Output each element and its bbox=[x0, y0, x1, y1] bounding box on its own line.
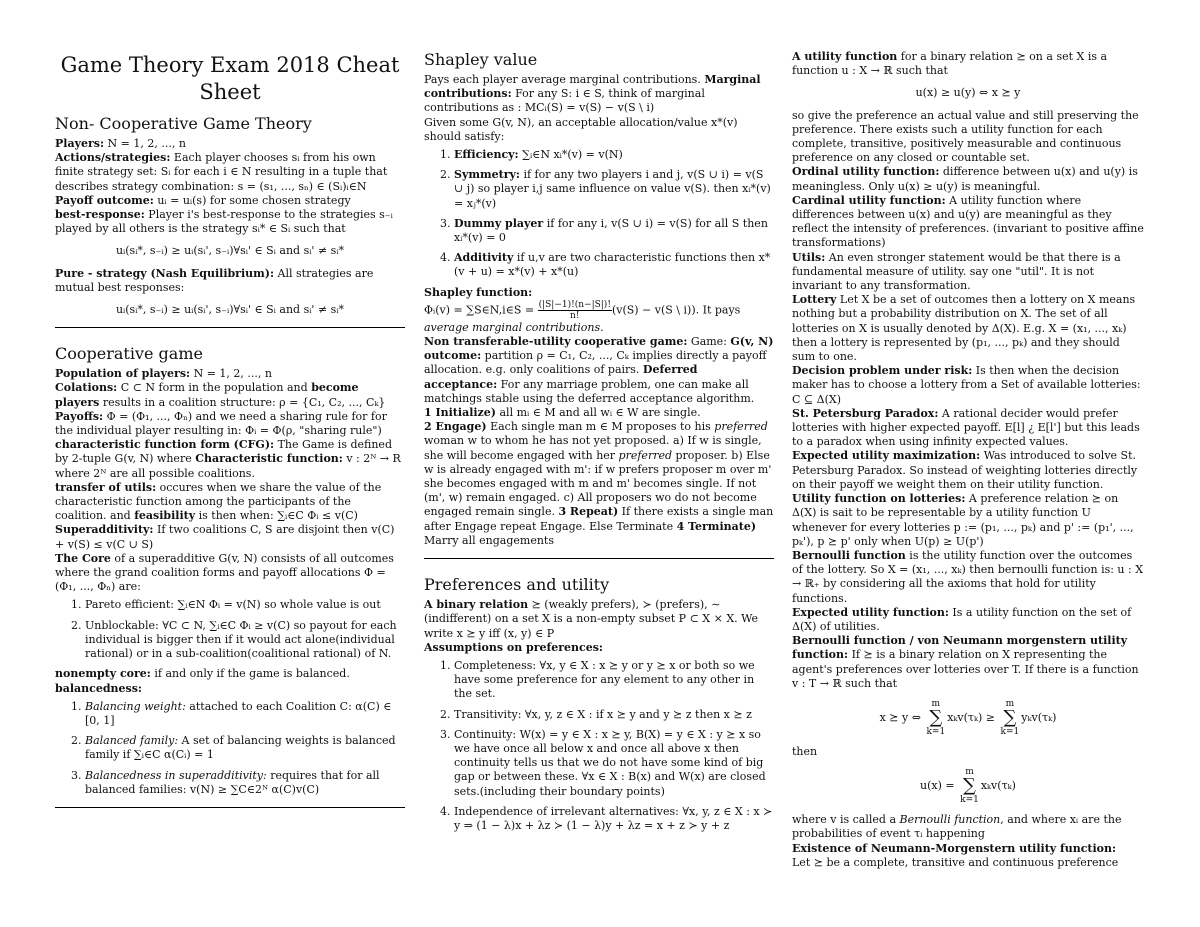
given-text: Given some G(v, N), an acceptable allocation/value x*(v) should satisfy: bbox=[424, 115, 738, 143]
column-3 bbox=[792, 50, 1144, 870]
list-item: 2. Symmetry: if for any two players i and j, v(S ∪ i) = v(S ∪ j) so player i,j same influence on value v(S). then xᵢ*(v) = xⱼ*(v) bbox=[454, 168, 774, 211]
utility-function-def: A utility function for a binary relation ⪰ on a set X is a function u : X → ℝ such that bbox=[792, 50, 1108, 78]
list-item: 1. Balancing weight: attached to each Coalition C: α(C) ∈ [0, 1] bbox=[85, 700, 405, 728]
cardinal-def: Cardinal utility function: A utility function where differences between u(x) and u(y) are meaningful as they reflect the intensity of preferences. (invariant to positive affine transformations) bbox=[792, 193, 1144, 250]
section-heading-noncoop: Non- Cooperative Game Theory bbox=[55, 114, 312, 133]
eum-def: Expected utility maximization: Was introduced to solve St. Petersburg Paradox. So instead of weighting lotteries directly on their payoff we weight them on their utility function. bbox=[792, 449, 1138, 491]
core-list bbox=[55, 598, 405, 661]
shapley-fraction: $\frac{(|S|-1)!(n-|S|)!}{n!}$ bbox=[538, 299, 611, 321]
algorithm-steps: 1 Initialize) all mᵢ ∈ M and all wᵢ ∈ W are single. 2 Engage) Each single man m ∈ M proposes to his preferred woman w to whom he has not yet proposed. a) If w is single, she will become engaged with her preferred proposer. b) Else w is already engaged with m': if w prefers proposer m over m' she becomes engaged with m and m' becomes single. If not (m', w) remain engaged. c) All proposers wo do not become engaged remain single. 3 Repeat) If there exists a single man after Engage repeat Engage. Else Terminate 4 Terminate) Marry all engagements bbox=[424, 406, 774, 547]
stpetersburg-def: St. Petersburg Paradox: A rational decider would prefer lotteries with higher expected payoff. E[l] ¿ E[l'] but this leads to a paradox when using infinity expected values. bbox=[792, 406, 1140, 449]
column-2 bbox=[424, 50, 774, 839]
column-1 bbox=[55, 50, 405, 824]
payoffs-def: Payoffs: Φ = (Φ₁, ..., Φₙ) and we need a sharing rule for for the individual player resulting in: Φᵢ = Φ(ρ, "sharing rule") bbox=[55, 409, 387, 438]
then-text: then bbox=[792, 744, 818, 758]
utility-equation: u(x) ≥ u(y) ⇔ x ⪰ y bbox=[915, 86, 1021, 100]
nonempty-core-def: nonempty core: if and only if the game is balanced. bbox=[55, 667, 350, 681]
shapley-function: Φᵢ(v) = ∑S∈N,i∈S = $\frac{(|S|-1)!(n-|S|)!}{n!}$ (v(S) − v(S \ i)). It pays average marginal contributions. bbox=[424, 299, 741, 334]
cfg-def: characteristic function form (CFG): The Game is defined by 2-tuple G(v, N) where Characteristic function: v : 2ᴺ → R where 2ᴺ are all possible coalitions. bbox=[55, 438, 401, 480]
list-item: 4. Additivity if u,v are two characteristic functions then x*(v + u) = x*(v) + x*(u) bbox=[454, 251, 774, 279]
assumptions-label: Assumptions on preferences: bbox=[424, 640, 603, 654]
vnm-def: Bernoulli function / von Neumann morgenstern utility function: If ⪰ is a binary relation on X representing the agent's preferences over lotteries over T. If there is a function v : T → ℝ such that bbox=[792, 634, 1139, 690]
payoff-def: Payoff outcome: uᵢ = uᵢ(s) for some chosen strategy bbox=[55, 193, 351, 207]
nash-equation: uᵢ(sᵢ*, s₋ᵢ) ≥ uᵢ(sᵢ', s₋ᵢ)∀sᵢ' ∈ Sᵢ and sᵢ' ≠ sᵢ* bbox=[115, 303, 345, 317]
list-item: 1. Efficiency: ∑ᵢ∈N xᵢ*(v) = v(N) bbox=[454, 148, 774, 162]
existence-text: Let ⪰ be a complete, transitive and continuous preference bbox=[792, 855, 1119, 869]
superadditivity-def: Superadditivity: If two coalitions C, S are disjoint then v(C) + v(S) ≤ v(C ∪ S) bbox=[55, 523, 395, 551]
sum-symbol: m ∑ k=1 bbox=[926, 698, 946, 737]
bernoulli-def: Bernoulli function is the utility function over the outcomes of the lottery. So X = (x₁, ..., xₖ) then bernoulli function is: u : X → ℝ₊ by considering all the axioms that hold for utility functions. bbox=[792, 548, 1144, 605]
lottery-def: Lottery Let X be a set of outcomes then a lottery on X means nothing but a probability distribution on X. The set of all lotteries on X is usually denoted by Δ(X). E.g. X = (x₁, ..., xₖ) then a lottery is represented by (p₁, ..., pₖ) and they should sum to one. bbox=[792, 293, 1136, 364]
list-item: 1. Completeness: ∀x, y ∈ X : x ⪰ y or y ⪰ x or both so we have some preference for any element to any other in the set. bbox=[454, 659, 774, 702]
best-response-def: best-response: Player i's best-response to the strategies s₋ᵢ played by all others is the strategy sᵢ* ∈ Sᵢ such that bbox=[55, 208, 393, 236]
players-def: Players: N = 1, 2, ..., n bbox=[55, 137, 186, 150]
balancedness-list bbox=[55, 700, 405, 797]
list-item: 3. Dummy player if for any i, v(S ∪ i) = v(S) for all S then xᵢ*(v) = 0 bbox=[454, 217, 774, 245]
population-def: Population of players: N = 1, 2, ..., n bbox=[55, 367, 272, 381]
sum-symbol: m ∑ k=1 bbox=[1000, 698, 1020, 737]
ntu-def: Non transferable-utility cooperative game: Game: G(v, N) outcome: partition ρ = C₁, C₂, ..., Cₖ implies directly a payoff allocation. e.g. only coalitions of pairs. Deferred acceptance: For any marriage problem, one can make all matchings stable using the deferred acceptance algorithm. bbox=[424, 335, 774, 405]
utils-def: Utils: An even stronger statement would be that there is a fundamental measure of utility. say one "util". It is not invariant to any transformation. bbox=[792, 250, 1121, 293]
utility-explanation: so give the preference an actual value and still preserving the preference. There exists such a utility function for each complete, transitive, positively measurable and continuous preference on any closed or countable set. bbox=[792, 108, 1139, 165]
axioms-list bbox=[424, 148, 774, 280]
list-item: 3. Balancedness in superadditivity: requires that for all balanced families: v(N) ≥ ∑C∈2ᴺ α(C)v(C) bbox=[85, 769, 405, 797]
balancedness-label: balancedness: bbox=[55, 681, 142, 695]
list-item: 3. Continuity: W(x) = y ∈ X : x ⪰ y, B(X) = y ∈ X : y ⪰ x so we have once all below x and once all above x then continuity tells us that we do not have some kind of big gap or between these. ∀x ∈ X : B(x) and W(x) are closed sets.(including their boundary points) bbox=[454, 728, 774, 799]
decision-def: Decision problem under risk: Is then when the decision maker has to choose a lottery from a Set of available lotteries: C ⊆ Δ(X) bbox=[792, 364, 1141, 406]
page-title: Game Theory Exam 2018 Cheat Sheet bbox=[60, 53, 400, 104]
actions-def: Actions/strategies: Each player chooses sᵢ from his own finite strategy set: Sᵢ for each i ∈ N resulting in a tuple that describes strategy combination: s = (s₁, ..., sₙ) ∈ (Sᵢ)ᵢ∈N bbox=[55, 151, 388, 193]
section-heading-shapley: Shapley value bbox=[424, 50, 538, 69]
divider bbox=[55, 807, 405, 808]
section-heading-coop: Cooperative game bbox=[55, 344, 203, 364]
list-item: 4. Independence of irrelevant alternatives: ∀x, y, z ∈ X : x ≻ y ⇒ (1 − λ)x + λz ≻ (1 − λ)y + λz = x + z ≻ y + z bbox=[454, 805, 774, 833]
shapley-function-label: Shapley function: bbox=[424, 285, 533, 299]
list-item: 1. Pareto efficient: ∑ᵢ∈N Φᵢ = v(N) so whole value is out bbox=[85, 598, 405, 612]
colations-def: Colations: C ⊂ N form in the population and become players results in a coalition structure: ρ = {C₁, C₂, ..., Cₖ} bbox=[55, 381, 386, 409]
expected-utility-def: Expected utility function: Is a utility function on the set of Δ(X) of utilities. bbox=[792, 605, 1132, 633]
existence-def: Existence of Neumann-Morgenstern utility function: bbox=[792, 841, 1117, 855]
sum-symbol: m ∑ k=1 bbox=[960, 767, 979, 806]
transfer-def: transfer of utils: occures when we share the value of the characteristic function among the participants of the coalition. and feasibility is then when: ∑ᵢ∈C Φᵢ ≤ v(C) bbox=[55, 480, 382, 523]
ordinal-def: Ordinal utility function: difference between u(x) and u(y) is meaningless. Only u(x) ≥ u(y) is meaningful. bbox=[792, 165, 1138, 193]
vnm-equation: x ⪰ y ⇔ m ∑ k=1xₖv(τₖ) ≥ m ∑ k=1yₖv(τₖ) bbox=[879, 698, 1057, 737]
list-item: 2. Balanced family: A set of balancing weights is balanced family if ∑ᵢ∈C α(Cᵢ) = 1 bbox=[85, 734, 405, 762]
nash-def: Pure - strategy (Nash Equilibrium): All strategies are mutual best responses: bbox=[55, 266, 374, 294]
core-def: The Core of a superadditive G(v, N) consists of all outcomes where the grand coalition forms and payoff allocations Φ = (Φ₁, ..., Φₙ) are: bbox=[55, 551, 394, 594]
assumptions-list bbox=[424, 659, 774, 833]
divider bbox=[424, 558, 774, 559]
list-item: 2. Transitivity: ∀x, y, z ∈ X : if x ⪰ y and y ⪰ z then x ⪰ z bbox=[454, 708, 774, 722]
section-heading-preferences: Preferences and utility bbox=[424, 575, 610, 595]
lottery-utility-def: Utility function on lotteries: A preference relation ⪰ on Δ(X) is sait to be representable by a utility function U whenever for every lotteries p := (p₁, ..., pₖ) and p' := (p₁', ..., pₖ'), p ⪰ p' only when U(p) ≥ U(p') bbox=[792, 492, 1134, 548]
best-response-equation: uᵢ(sᵢ*, s₋ᵢ) ≥ uᵢ(sᵢ', s₋ᵢ)∀sᵢ' ∈ Sᵢ and sᵢ' ≠ sᵢ* bbox=[115, 244, 345, 258]
binary-relation-def: A binary relation ⪰ (weakly prefers), ≻ (prefers), ∼ (indifferent) on a set X is a non-empty subset P ⊂ X × X. We write x ⪰ y iff (x, y) ∈ P bbox=[424, 598, 759, 640]
shapley-intro: Pays each player average marginal contributions. Marginal contributions: For any S: i ∈ S, think of marginal contributions as : MCᵢ(S) = v(S) − v(S \ i) bbox=[424, 73, 761, 115]
list-item: 2. Unblockable: ∀C ⊂ N, ∑ᵢ∈C Φᵢ ≥ v(C) so payout for each individual is bigger then if it would act alone(individual rational) or in a sub-coalition(coalitional rational) of N. bbox=[85, 619, 405, 662]
expected-utility-equation: u(x) = m ∑ k=1xₖv(τₖ) bbox=[920, 767, 1016, 806]
divider bbox=[55, 327, 405, 328]
where-text: where v is called a Bernoulli function, and where xᵢ are the probabilities of event τᵢ happening bbox=[792, 813, 1122, 841]
